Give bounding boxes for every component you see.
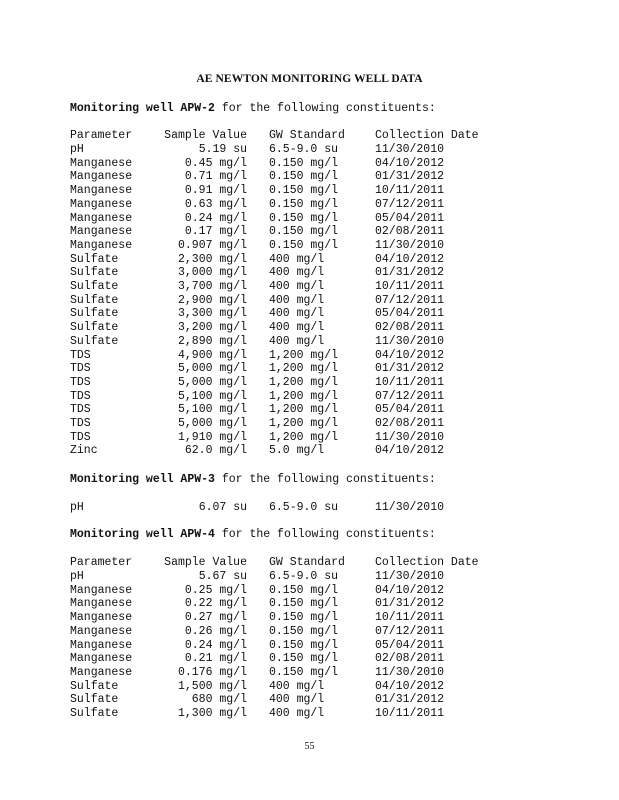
gw-standard-cell: 0.150 mg/l <box>269 170 339 184</box>
sample-value-cell: 2,900 mg/l <box>177 293 247 307</box>
parameter-cell: Parameter <box>70 556 133 569</box>
gw-standard-cell: 0.150 mg/l <box>269 665 339 679</box>
gw-standard-cell: 1,200 mg/l <box>269 403 339 417</box>
gw-standard-cell: 400 mg/l <box>269 679 325 693</box>
parameter-cell: Sulfate <box>70 334 119 348</box>
sample-value-cell: 5,100 mg/l <box>177 389 247 403</box>
collection-date-cell: 02/08/2011 <box>375 417 445 430</box>
parameter-cell: Manganese <box>70 583 133 597</box>
sample-value-cell: 1,910 mg/l <box>177 430 247 444</box>
parameter-cell: Manganese <box>70 665 133 679</box>
section-heading-apw4 <box>70 528 436 541</box>
collection-date-cell: 10/11/2011 <box>375 707 445 720</box>
gw-standard-cell: 400 mg/l <box>269 252 325 266</box>
collection-date-cell: 10/11/2011 <box>375 611 445 625</box>
parameter-cell: Manganese <box>70 597 133 611</box>
gw-standard-cell: 0.150 mg/l <box>269 156 339 170</box>
parameter-cell: Sulfate <box>70 293 119 307</box>
gw-standard-cell: 400 mg/l <box>269 334 325 348</box>
sample-value-cell: 2,300 mg/l <box>177 252 247 266</box>
collection-date-cell: 05/04/2011 <box>375 211 445 225</box>
parameter-cell: TDS <box>70 348 91 362</box>
gw-standard-cell: 1,200 mg/l <box>269 362 339 376</box>
sample-value-cell: 0.45 mg/l <box>184 156 247 170</box>
gw-standard-cell: 400 mg/l <box>269 321 325 335</box>
gw-standard-cell: 0.150 mg/l <box>269 211 339 225</box>
gw-standard-cell: 400 mg/l <box>269 266 325 280</box>
page-title: AE NEWTON MONITORING WELL DATA <box>196 73 423 85</box>
gw-standard-cell: 400 mg/l <box>269 707 325 720</box>
sample-value-cell: 6.07 su <box>198 501 247 514</box>
collection-date-cell: 04/10/2012 <box>375 348 445 362</box>
sample-value-cell: 5,000 mg/l <box>177 375 247 389</box>
parameter-cell: Sulfate <box>70 321 119 335</box>
collection-date-cell: 02/08/2011 <box>375 321 445 335</box>
gw-standard-cell: 0.150 mg/l <box>269 583 339 597</box>
sample-value-cell: 0.21 mg/l <box>184 652 247 666</box>
parameter-cell: TDS <box>70 403 91 417</box>
parameter-cell: TDS <box>70 375 91 389</box>
collection-date-cell: 07/12/2011 <box>375 624 445 638</box>
collection-date-cell: 02/08/2011 <box>375 652 445 666</box>
gw-standard-cell: 5.0 mg/l <box>269 444 325 458</box>
parameter-cell: Sulfate <box>70 266 119 280</box>
parameter-cell: Sulfate <box>70 280 119 293</box>
sample-value-cell: Sample Value <box>164 556 247 569</box>
collection-date-cell: 04/10/2012 <box>375 583 445 597</box>
parameter-cell: Manganese <box>70 211 133 225</box>
sample-value-cell: 5,000 mg/l <box>177 362 247 376</box>
parameter-cell: Sulfate <box>70 679 119 693</box>
gw-standard-cell: GW Standard <box>269 556 345 569</box>
sample-value-cell: 5.19 su <box>198 143 247 156</box>
sample-value-cell: 3,000 mg/l <box>177 266 247 280</box>
gw-standard-cell: 0.150 mg/l <box>269 624 339 638</box>
collection-date-cell: 01/31/2012 <box>375 170 445 184</box>
parameter-cell: Manganese <box>70 197 133 211</box>
gw-standard-cell: 6.5-9.0 su <box>269 570 339 583</box>
sample-value-cell: 62.0 mg/l <box>184 444 247 458</box>
collection-date-cell: 10/11/2011 <box>375 280 445 293</box>
sample-value-cell: 0.22 mg/l <box>184 597 247 611</box>
collection-date-cell: 11/30/2010 <box>375 665 445 679</box>
sample-value-cell: 3,300 mg/l <box>177 307 247 321</box>
sample-value-cell: 0.25 mg/l <box>184 583 247 597</box>
collection-date-cell: 04/10/2012 <box>375 444 445 458</box>
gw-standard-cell: 0.150 mg/l <box>269 197 339 211</box>
collection-date-cell: 11/30/2010 <box>375 430 445 444</box>
sample-value-cell: 0.24 mg/l <box>184 638 247 652</box>
section-heading-text: for the following constituents: <box>214 473 436 486</box>
gw-standard-cell: 0.150 mg/l <box>269 652 339 666</box>
collection-date-cell: Collection Date <box>375 556 479 569</box>
parameter-cell: TDS <box>70 430 91 444</box>
gw-standard-cell: 1,200 mg/l <box>269 348 339 362</box>
parameter-cell: Sulfate <box>70 707 119 720</box>
collection-date-cell: 11/30/2010 <box>375 238 445 252</box>
parameter-cell: Manganese <box>70 624 133 638</box>
section-heading-well: Monitoring well APW-4 <box>70 528 215 541</box>
parameter-cell: Manganese <box>70 156 133 170</box>
parameter-cell: pH <box>70 143 84 156</box>
sample-value-cell: 0.907 mg/l <box>177 238 247 252</box>
parameter-cell: Manganese <box>70 170 133 184</box>
parameter-cell: Sulfate <box>70 693 119 707</box>
collection-date-cell: 04/10/2012 <box>375 156 445 170</box>
gw-standard-cell: 0.150 mg/l <box>269 611 339 625</box>
sample-value-cell: 0.63 mg/l <box>184 197 247 211</box>
sample-value-cell: 5,100 mg/l <box>177 403 247 417</box>
collection-date-cell: Collection Date <box>375 129 479 142</box>
section-heading-apw2 <box>70 102 436 115</box>
sample-value-cell: 4,900 mg/l <box>177 348 247 362</box>
parameter-cell: Manganese <box>70 652 133 666</box>
parameter-cell: TDS <box>70 417 91 430</box>
collection-date-cell: 07/12/2011 <box>375 389 445 403</box>
sample-value-cell: 1,300 mg/l <box>177 707 247 720</box>
sample-value-cell: 1,500 mg/l <box>177 679 247 693</box>
section-heading-text: for the following constituents: <box>214 528 436 541</box>
section-heading-text: for the following constituents: <box>214 102 436 115</box>
collection-date-cell: 05/04/2011 <box>375 403 445 417</box>
collection-date-cell: 05/04/2011 <box>375 638 445 652</box>
sample-value-cell: 0.71 mg/l <box>184 170 247 184</box>
gw-standard-cell: 0.150 mg/l <box>269 184 339 198</box>
collection-date-cell: 04/10/2012 <box>375 679 445 693</box>
collection-date-cell: 11/30/2010 <box>375 334 445 348</box>
gw-standard-cell: 0.150 mg/l <box>269 638 339 652</box>
sample-value-cell: 0.176 mg/l <box>177 665 247 679</box>
sample-value-cell: 0.26 mg/l <box>184 624 247 638</box>
parameter-cell: Sulfate <box>70 252 119 266</box>
parameter-cell: Manganese <box>70 225 133 239</box>
parameter-cell: pH <box>70 501 84 514</box>
collection-date-cell: 11/30/2010 <box>375 143 445 156</box>
parameter-cell: Parameter <box>70 129 133 142</box>
collection-date-cell: 01/31/2012 <box>375 693 445 707</box>
collection-date-cell: 07/12/2011 <box>375 197 445 211</box>
sample-value-cell: 5.67 su <box>198 570 247 583</box>
collection-date-cell: 05/04/2011 <box>375 307 445 321</box>
sample-value-cell: Sample Value <box>164 129 247 142</box>
gw-standard-cell: 6.5-9.0 su <box>269 501 339 514</box>
gw-standard-cell: 1,200 mg/l <box>269 417 339 430</box>
gw-standard-cell: 400 mg/l <box>269 293 325 307</box>
parameter-cell: TDS <box>70 362 91 376</box>
sample-value-cell: 2,890 mg/l <box>177 334 247 348</box>
collection-date-cell: 01/31/2012 <box>375 597 445 611</box>
section-heading-apw3 <box>70 473 436 486</box>
collection-date-cell: 01/31/2012 <box>375 266 445 280</box>
gw-standard-cell: GW Standard <box>269 129 345 142</box>
gw-standard-cell: 400 mg/l <box>269 280 325 293</box>
gw-standard-cell: 1,200 mg/l <box>269 389 339 403</box>
collection-date-cell: 11/30/2010 <box>375 570 445 583</box>
collection-date-cell: 01/31/2012 <box>375 362 445 376</box>
gw-standard-cell: 400 mg/l <box>269 693 325 707</box>
gw-standard-cell: 0.150 mg/l <box>269 225 339 239</box>
page-number: 55 <box>304 741 315 752</box>
collection-date-cell: 10/11/2011 <box>375 375 445 389</box>
gw-standard-cell: 0.150 mg/l <box>269 238 339 252</box>
collection-date-cell: 02/08/2011 <box>375 225 445 239</box>
section-heading-well: Monitoring well APW-2 <box>70 102 215 115</box>
collection-date-cell: 10/11/2011 <box>375 184 445 198</box>
collection-date-cell: 07/12/2011 <box>375 293 445 307</box>
parameter-cell: Sulfate <box>70 307 119 321</box>
gw-standard-cell: 1,200 mg/l <box>269 430 339 444</box>
section-heading-well: Monitoring well APW-3 <box>70 473 215 486</box>
sample-value-cell: 0.17 mg/l <box>184 225 247 239</box>
sample-value-cell: 0.91 mg/l <box>184 184 247 198</box>
gw-standard-cell: 400 mg/l <box>269 307 325 321</box>
gw-standard-cell: 6.5-9.0 su <box>269 143 339 156</box>
sample-value-cell: 5,000 mg/l <box>177 417 247 430</box>
sample-value-cell: 3,700 mg/l <box>177 280 247 293</box>
parameter-cell: Zinc <box>70 444 98 458</box>
parameter-cell: Manganese <box>70 238 133 252</box>
parameter-cell: Manganese <box>70 184 133 198</box>
collection-date-cell: 04/10/2012 <box>375 252 445 266</box>
parameter-cell: TDS <box>70 389 91 403</box>
sample-value-cell: 3,200 mg/l <box>177 321 247 335</box>
collection-date-cell: 11/30/2010 <box>375 501 445 514</box>
sample-value-cell: 0.24 mg/l <box>184 211 247 225</box>
parameter-cell: pH <box>70 570 84 583</box>
gw-standard-cell: 0.150 mg/l <box>269 597 339 611</box>
parameter-cell: Manganese <box>70 611 133 625</box>
parameter-cell: Manganese <box>70 638 133 652</box>
gw-standard-cell: 1,200 mg/l <box>269 375 339 389</box>
sample-value-cell: 0.27 mg/l <box>184 611 247 625</box>
sample-value-cell: 680 mg/l <box>191 693 247 707</box>
